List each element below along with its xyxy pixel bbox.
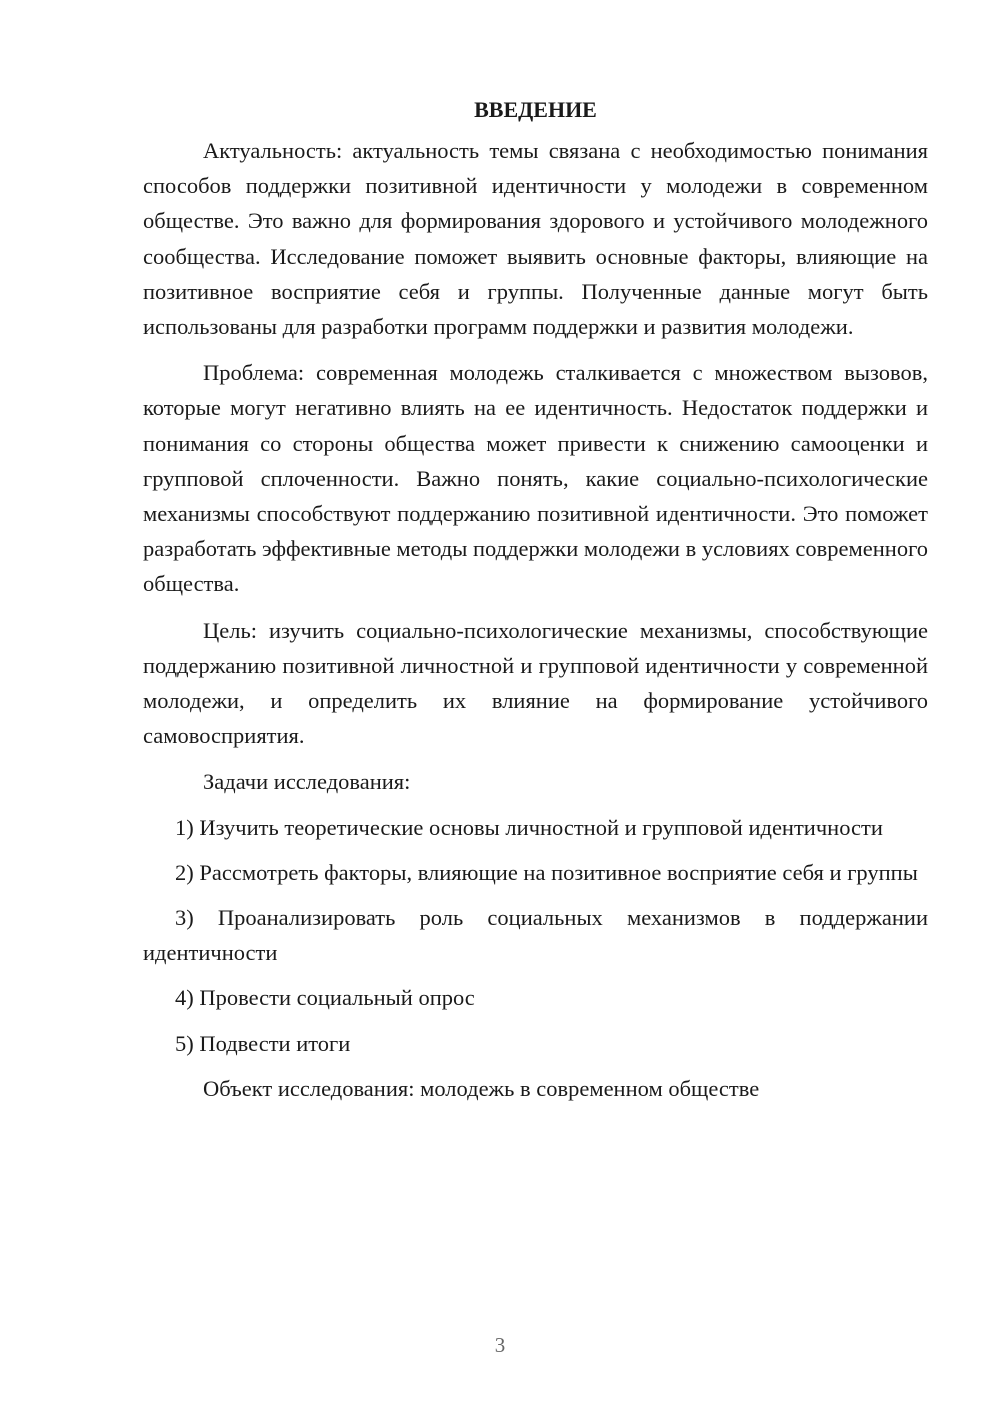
task-item-3: 3) Проанализировать роль социальных механизмов в поддержании идентичности	[143, 905, 928, 966]
research-object-paragraph: Объект исследования: молодежь в современном обществе	[203, 1075, 760, 1101]
section-title: ВВЕДЕНИЕ	[474, 97, 597, 122]
tasks-list	[143, 810, 928, 1061]
task-item-4: 4) Провести социальный опрос	[175, 985, 475, 1011]
task-item-1: 1) Изучить теоретические основы личностной и групповой идентичности	[175, 814, 883, 840]
tasks-heading: Задачи исследования:	[203, 769, 411, 795]
relevance-paragraph: Актуальность: актуальность темы связана с необходимостью понимания способов поддержки позитивной идентичности у молодежи в современном обществе. Это важно для формирования здорового и устойчивого молодежного сообщества. Исследование поможет выявить основные факторы, влияющие на позитивное восприятие себя и группы. Полученные данные могут быть использованы для разработки программ поддержки и развития молодежи.	[143, 138, 928, 340]
task-item-5: 5) Подвести итоги	[175, 1030, 351, 1056]
problem-paragraph: Проблема: современная молодежь сталкивается с множеством вызовов, которые могут негативно влиять на ее идентичность. Недостаток поддержки и понимания со стороны общества может привести к снижению самооценки и групповой сплоченности. Важно понять, какие социально-психологические механизмы способствуют поддержанию позитивной идентичности. Это поможет разработать эффективные методы поддержки молодежи в условиях современного общества.	[143, 360, 928, 597]
task-item-2: 2) Рассмотреть факторы, влияющие на позитивное восприятие себя и группы	[175, 859, 918, 885]
page-number: 3	[494, 1333, 506, 1357]
goal-paragraph: Цель: изучить социально-психологические механизмы, способствующие поддержанию позитивной личностной и групповой идентичности у современной молодежи, и определить их влияние на формирование устойчивого самовосприятия.	[143, 617, 928, 749]
document-page	[143, 92, 928, 1116]
